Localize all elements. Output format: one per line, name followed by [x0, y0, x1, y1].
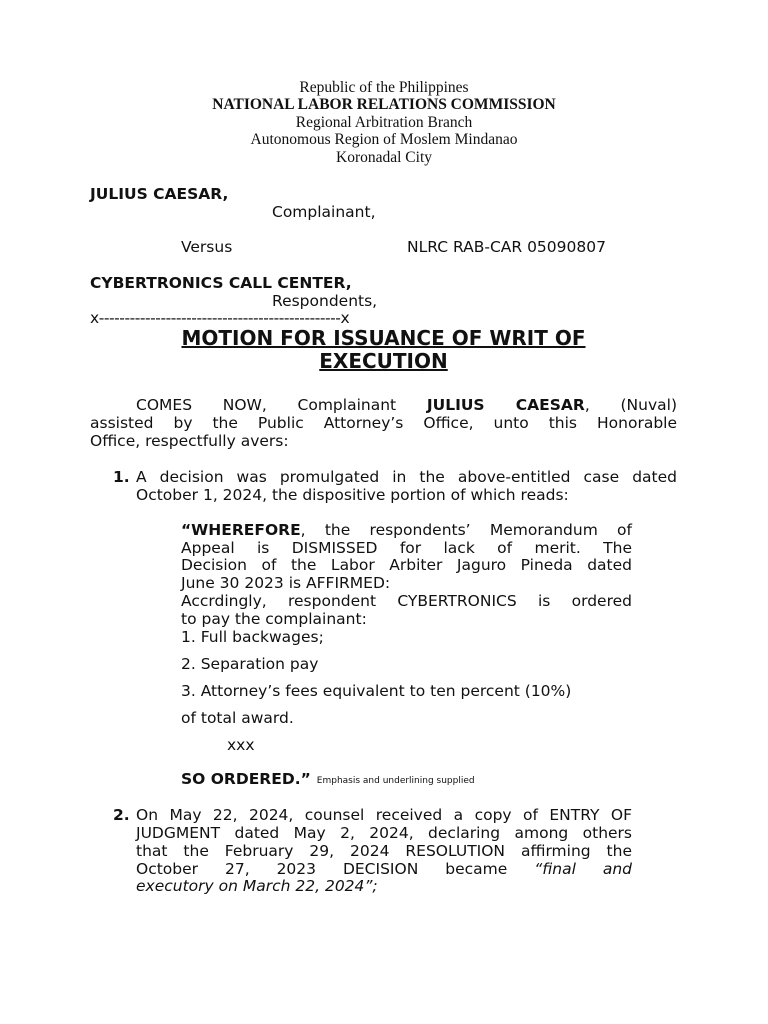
para2-line-1: On May 22, 2024, counsel received a copy of ENTRY OF	[136, 806, 632, 824]
header-republic: Republic of the Philippines	[299, 79, 469, 96]
intro-line-2: assisted by the Public Attorney’s Office, unto this Honorable	[90, 414, 677, 432]
quote-line-2: Appeal is DISMISSED for lack of merit. The	[181, 539, 632, 557]
quote-line-1-rest-a: , the respondents’ Memorandum of	[300, 521, 632, 539]
para1-line-2: October 1, 2024, the dispositive portion of which reads:	[136, 486, 569, 504]
emphasis-note: Emphasis and underlining supplied	[316, 776, 475, 786]
quote-item-2: 2. Separation pay	[181, 655, 319, 673]
quote-item-3-continued: of total award.	[181, 709, 294, 727]
para2-line-4	[136, 860, 632, 878]
quote-wherefore-phrase	[181, 521, 632, 539]
intro-name: JULIUS CAESAR	[426, 396, 585, 414]
complainant-role: Complainant,	[272, 203, 376, 221]
versus-label: Versus	[181, 238, 233, 256]
document-title-line-2: EXECUTION	[319, 349, 448, 373]
quote-line-6: to pay the complainant:	[181, 610, 367, 628]
respondent-role: Respondents,	[272, 292, 378, 310]
intro-text: COMES NOW, Complainant	[136, 396, 397, 414]
intro-complainant	[427, 396, 677, 414]
para2-line-5: executory on March 22, 2024”;	[136, 877, 378, 895]
header-commission: NATIONAL LABOR RELATIONS COMMISSION	[212, 96, 556, 113]
document-title-line-1: MOTION FOR ISSUANCE OF WRIT OF	[181, 326, 586, 350]
header-city: Koronadal City	[336, 149, 432, 166]
quote-line-1	[181, 521, 632, 539]
quote-so-ordered-line	[181, 770, 475, 790]
para2-number: 2.	[113, 806, 130, 824]
intro-line-1	[136, 396, 677, 414]
intro-nickname: , (Nuval)	[584, 396, 677, 414]
quote-line-3: Decision of the Labor Arbiter Jaguro Pineda dated	[181, 556, 632, 574]
para1-number: 1.	[113, 468, 130, 486]
quote-item-3: 3. Attorney’s fees equivalent to ten percent (10%)	[181, 682, 572, 700]
intro-line-3: Office, respectfully avers:	[90, 432, 289, 450]
quote-wherefore: “WHEREFORE	[181, 521, 301, 539]
quote-ellipsis: xxx	[227, 736, 255, 754]
para2-line-4-text: October 27, 2023 DECISION became	[136, 860, 508, 878]
case-number: NLRC RAB-CAR 05090807	[407, 238, 606, 256]
complainant-name: JULIUS CAESAR,	[90, 185, 229, 203]
para2-final-phrase: “final and	[534, 860, 632, 878]
header-region: Autonomous Region of Moslem Mindanao	[250, 131, 518, 148]
so-ordered: SO ORDERED.”	[181, 770, 311, 788]
header-branch: Regional Arbitration Branch	[295, 114, 473, 131]
quote-line-4: June 30 2023 is AFFIRMED:	[181, 574, 391, 592]
quote-item-1: 1. Full backwages;	[181, 628, 324, 646]
respondent-name: CYBERTRONICS CALL CENTER,	[90, 274, 352, 292]
para1-line-1: A decision was promulgated in the above-entitled case dated	[136, 468, 677, 486]
para2-line-2: JUDGMENT dated May 2, 2024, declaring among others	[136, 824, 632, 842]
caption-divider: x-----------------------------------------------x	[90, 309, 350, 327]
para2-line-3: that the February 29, 2024 RESOLUTION affirming the	[136, 842, 632, 860]
quote-line-5: Accrdingly, respondent CYBERTRONICS is ordered	[181, 592, 632, 610]
